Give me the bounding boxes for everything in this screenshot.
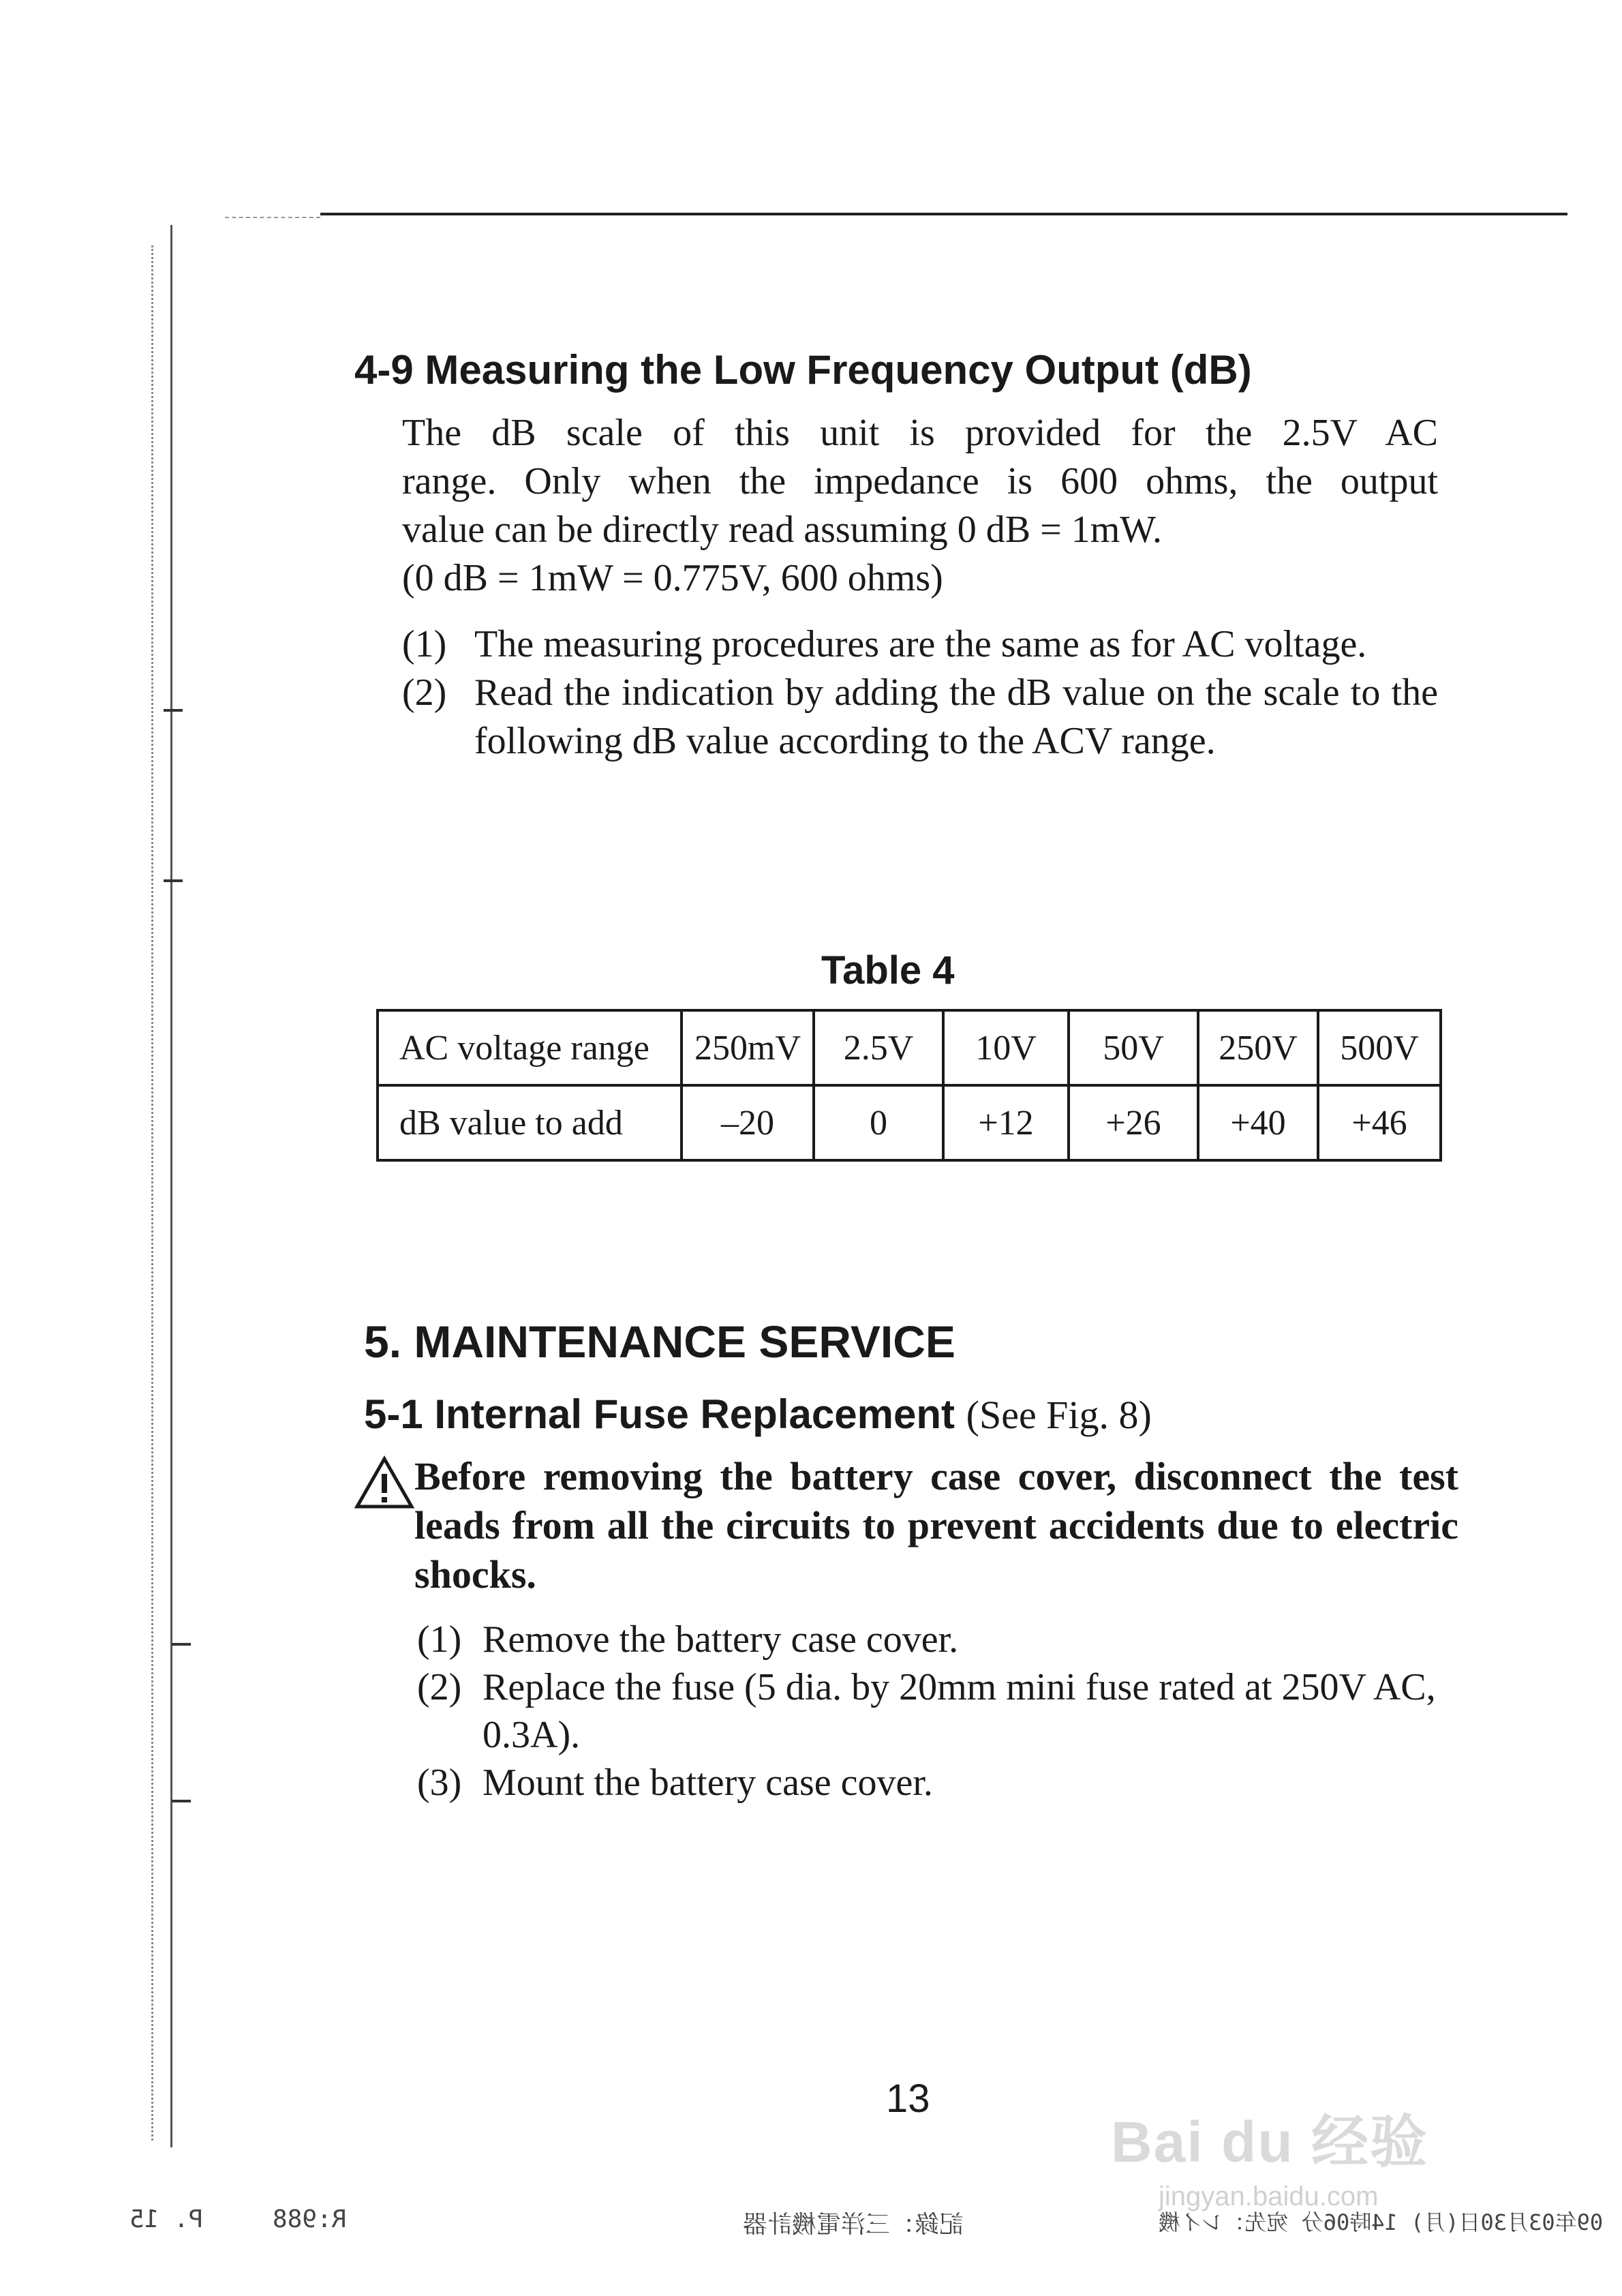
- list-item-number: (1): [417, 1618, 462, 1661]
- intro-paragraph: [402, 409, 1438, 603]
- table-cell-range: 10V: [943, 1010, 1069, 1085]
- table-cell-db: +40: [1198, 1085, 1318, 1160]
- table-cell-db: +12: [943, 1085, 1069, 1160]
- table-row-header: AC voltage range: [378, 1010, 682, 1085]
- binding-margin-line: [170, 225, 172, 2147]
- list-item-text: Replace the fuse (5 dia. by 20mm mini fuse rated at 250V AC, 0.3A).: [483, 1666, 1436, 1756]
- warning-triangle-icon: [354, 1455, 414, 1509]
- table-row: [378, 1085, 1441, 1160]
- binding-tick: [172, 1800, 191, 1802]
- db-table: [376, 1009, 1442, 1162]
- list-item: [417, 1616, 1453, 1663]
- fuse-steps-list: [417, 1616, 1453, 1807]
- list-item: [417, 1759, 1453, 1807]
- list-item: [417, 1663, 1453, 1759]
- intro-line: value can be directly read assuming 0 dB = 1mW.: [402, 509, 1162, 551]
- top-rule: [320, 213, 1567, 215]
- warning-block: [354, 1452, 1458, 1599]
- table-cell-db: +26: [1069, 1085, 1198, 1160]
- footer-page-ref: P. 15: [129, 2205, 204, 2233]
- table-cell-range: 500V: [1318, 1010, 1441, 1085]
- binding-tick: [164, 879, 183, 882]
- section-heading-5: 5. MAINTENANCE SERVICE: [364, 1316, 955, 1367]
- list-item-text: Mount the battery case cover.: [483, 1762, 933, 1804]
- table-cell-range: 250V: [1198, 1010, 1318, 1085]
- intro-line: range. Only when the impedance is 600 ohms, the output: [402, 460, 1438, 502]
- table-cell-db: –20: [682, 1085, 814, 1160]
- section-heading-4-9: 4-9 Measuring the Low Frequency Output (dB): [354, 347, 1252, 393]
- footer-timestamp: 09年03月30日(月) 14時06分 宛先：レイ機: [1159, 2209, 1604, 2235]
- intro-line: (0 dB = 1mW = 0.775V, 600 ohms): [402, 557, 943, 599]
- table-cell-db: 0: [814, 1085, 943, 1160]
- binding-tick: [172, 1643, 191, 1646]
- list-item-number: (2): [417, 1666, 462, 1708]
- baidu-watermark: Bai du 经验: [1111, 2110, 1429, 2174]
- list-item-text: Remove the battery case cover.: [483, 1618, 959, 1661]
- list-item: [402, 669, 1438, 766]
- table-cell-range: 250mV: [682, 1010, 814, 1085]
- binding-tick: [164, 709, 183, 712]
- footer-code: R:988: [273, 2205, 347, 2233]
- list-item-text: Read the indication by adding the dB value on the scale to the following dB value according to the ACV range.: [474, 671, 1438, 762]
- binding-margin-dots: [151, 245, 153, 2141]
- table-cell-range: 50V: [1069, 1010, 1198, 1085]
- list-item-number: (2): [402, 671, 447, 714]
- list-item-text: The measuring procedures are the same as for AC voltage.: [474, 623, 1367, 665]
- page-number: 13: [886, 2076, 930, 2121]
- table-title: Table 4: [821, 948, 955, 993]
- section-heading-5-1: [364, 1391, 1152, 1438]
- warning-text: Before removing the battery case cover, disconnect the test leads from all the circuits to prevent accidents due to electric shocks.: [414, 1454, 1458, 1597]
- intro-line: The dB scale of this unit is provided for the 2.5V AC: [402, 412, 1438, 454]
- list-item-number: (1): [402, 623, 447, 665]
- sub-heading-text: 5-1 Internal Fuse Replacement: [364, 1391, 955, 1437]
- baidu-watermark-url: jingyan.baidu.com: [1159, 2181, 1379, 2211]
- list-item: [402, 620, 1438, 669]
- footer-sender: 記錄：三洋電機計器: [743, 2211, 964, 2239]
- top-rule-faint: [225, 217, 320, 218]
- procedure-list: [402, 620, 1438, 766]
- list-item-number: (3): [417, 1762, 462, 1804]
- table-row-header: dB value to add: [378, 1085, 682, 1160]
- table-cell-db: +46: [1318, 1085, 1441, 1160]
- table-cell-range: 2.5V: [814, 1010, 943, 1085]
- figure-reference: (See Fig. 8): [966, 1393, 1152, 1437]
- table-row: [378, 1010, 1441, 1085]
